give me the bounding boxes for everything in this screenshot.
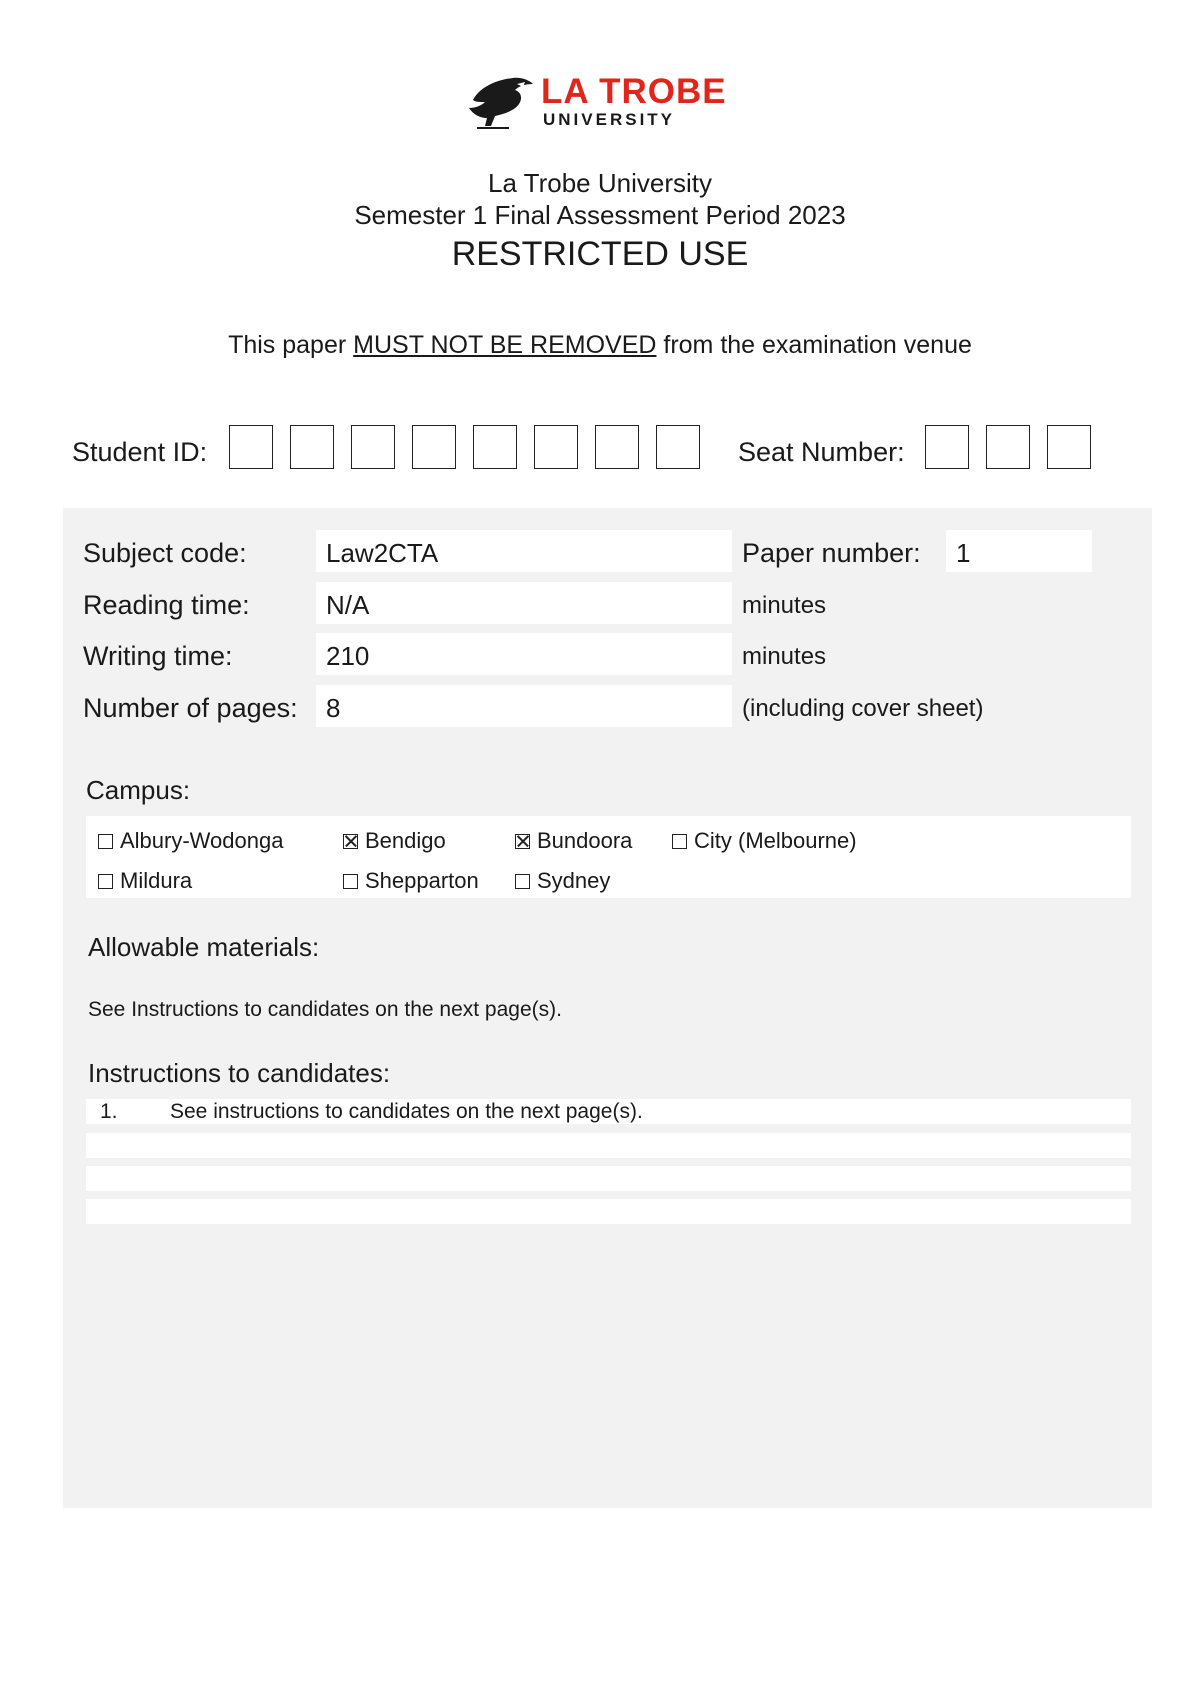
student-id-digit-box[interactable] bbox=[290, 425, 334, 469]
restricted-use-heading: RESTRICTED USE bbox=[451, 235, 749, 273]
campus-option-label: Bundoora bbox=[537, 828, 633, 853]
campus-option-label: Sydney bbox=[537, 868, 611, 893]
instruction-row-empty bbox=[86, 1199, 1131, 1224]
eagle-icon bbox=[465, 70, 535, 134]
university-name: La Trobe University bbox=[488, 168, 712, 198]
writing-time-label: Writing time: bbox=[83, 641, 233, 671]
instructions-heading: Instructions to candidates: bbox=[88, 1058, 391, 1088]
checkbox-icon[interactable] bbox=[515, 874, 530, 889]
student-id-digit-box[interactable] bbox=[656, 425, 700, 469]
seat-number-digit-box[interactable] bbox=[986, 425, 1030, 469]
instruction-text: See instructions to candidates on the next page(s). bbox=[170, 1100, 643, 1123]
campus-heading: Campus: bbox=[86, 775, 191, 805]
instruction-row bbox=[86, 1099, 1131, 1124]
campus-option-city[interactable] bbox=[672, 828, 857, 854]
campus-option-albury-wodonga[interactable] bbox=[98, 828, 283, 854]
campus-option-label: Mildura bbox=[120, 868, 193, 893]
campus-option-label: Shepparton bbox=[365, 868, 479, 893]
paper-number-label: Paper number: bbox=[742, 538, 921, 568]
removal-prefix: This paper bbox=[228, 331, 354, 359]
seat-number-digit-box[interactable] bbox=[925, 425, 969, 469]
checkbox-icon[interactable] bbox=[672, 834, 687, 849]
assessment-period: Semester 1 Final Assessment Period 2023 bbox=[354, 200, 846, 230]
pages-field[interactable]: 8 bbox=[316, 685, 732, 727]
subject-code-field[interactable]: Law2CTA bbox=[316, 530, 732, 572]
logo-subtitle: UNIVERSITY bbox=[543, 110, 676, 129]
allowable-materials-note: See Instructions to candidates on the next page(s). bbox=[88, 998, 562, 1021]
seat-number-label: Seat Number: bbox=[738, 437, 905, 467]
campus-option-label: Bendigo bbox=[365, 828, 446, 853]
student-id-digit-box[interactable] bbox=[351, 425, 395, 469]
subject-code-label: Subject code: bbox=[83, 538, 247, 568]
campus-options-box bbox=[86, 816, 1131, 898]
university-logo bbox=[465, 70, 735, 134]
campus-option-label: City (Melbourne) bbox=[694, 828, 857, 853]
campus-option-bendigo[interactable] bbox=[343, 828, 446, 854]
writing-time-field[interactable]: 210 bbox=[316, 633, 732, 675]
instruction-row-empty bbox=[86, 1166, 1131, 1191]
campus-option-shepparton[interactable] bbox=[343, 868, 479, 894]
student-id-label: Student ID: bbox=[72, 437, 208, 467]
pages-label: Number of pages: bbox=[83, 693, 298, 723]
student-id-digit-box[interactable] bbox=[229, 425, 273, 469]
seat-number-digit-box[interactable] bbox=[1047, 425, 1091, 469]
student-id-digit-box[interactable] bbox=[473, 425, 517, 469]
reading-time-field[interactable]: N/A bbox=[316, 582, 732, 624]
reading-time-label: Reading time: bbox=[83, 590, 250, 620]
removal-suffix: from the examination venue bbox=[656, 331, 972, 359]
checkbox-icon[interactable] bbox=[343, 874, 358, 889]
campus-option-label: Albury-Wodonga bbox=[120, 828, 284, 853]
paper-number-field[interactable]: 1 bbox=[946, 530, 1092, 572]
instruction-number: 1. bbox=[100, 1100, 118, 1123]
removal-emphasis: MUST NOT BE REMOVED bbox=[353, 331, 657, 359]
student-id-digit-box[interactable] bbox=[412, 425, 456, 469]
writing-time-unit: minutes bbox=[742, 643, 827, 670]
pages-note: (including cover sheet) bbox=[742, 695, 984, 722]
checkbox-icon[interactable] bbox=[98, 834, 113, 849]
checkbox-icon[interactable] bbox=[515, 834, 530, 849]
checkbox-icon[interactable] bbox=[98, 874, 113, 889]
removal-warning bbox=[0, 331, 1200, 360]
allowable-materials-heading: Allowable materials: bbox=[88, 932, 320, 962]
campus-option-mildura[interactable] bbox=[98, 868, 192, 894]
campus-option-sydney[interactable] bbox=[515, 868, 610, 894]
campus-option-bundoora[interactable] bbox=[515, 828, 632, 854]
student-id-digit-box[interactable] bbox=[595, 425, 639, 469]
reading-time-unit: minutes bbox=[742, 592, 827, 619]
instruction-row-empty bbox=[86, 1133, 1131, 1158]
checkbox-icon[interactable] bbox=[343, 834, 358, 849]
logo-wordmark: LA TROBE bbox=[541, 72, 727, 111]
student-id-digit-box[interactable] bbox=[534, 425, 578, 469]
